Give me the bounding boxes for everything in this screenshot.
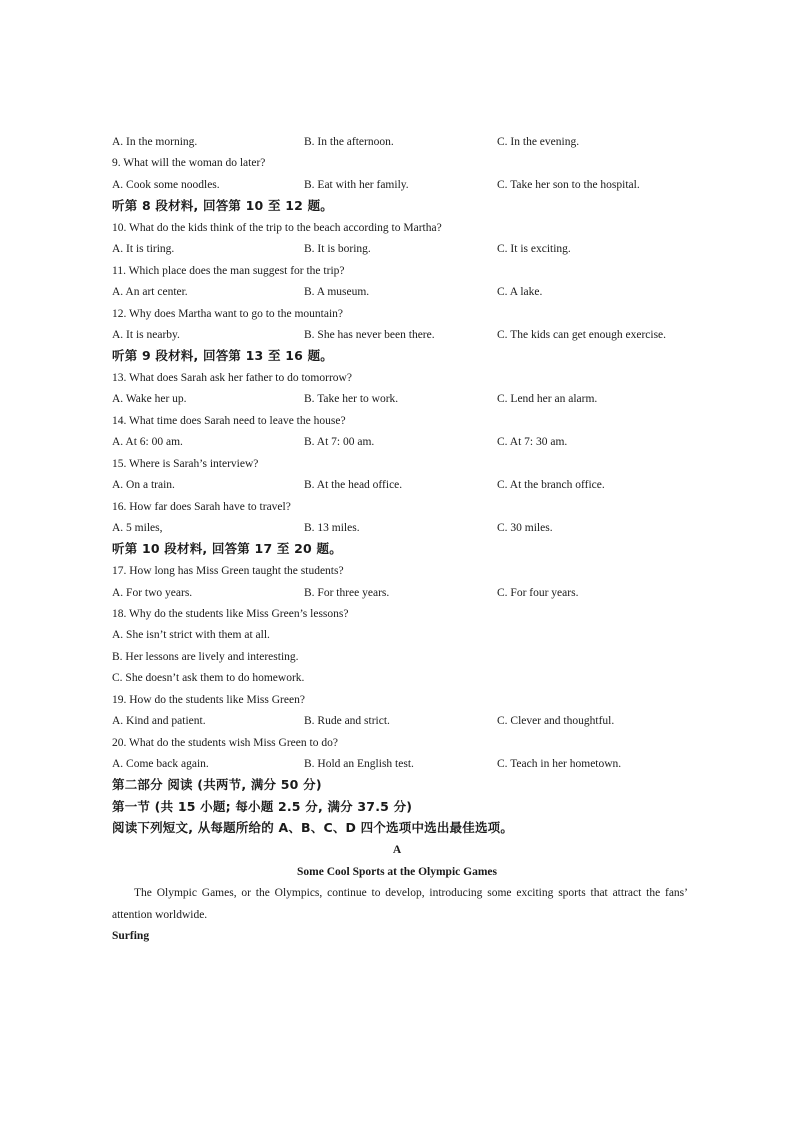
option-a: A. For two years. — [112, 587, 193, 599]
option-a: A. Kind and patient. — [112, 715, 206, 727]
question-16-stem: 16. How far does Sarah have to travel? — [112, 501, 291, 513]
option-c: C. Clever and thoughtful. — [497, 715, 615, 727]
question-18-option-b: B. Her lessons are lively and interesting. — [112, 651, 299, 663]
option-c: C. Lend her an alarm. — [497, 393, 598, 405]
option-a: A. An art center. — [112, 286, 188, 298]
question-18-option-c: C. She doesn’t ask them to do homework. — [112, 672, 305, 684]
option-b: B. In the afternoon. — [304, 136, 394, 148]
option-c: C. 30 miles. — [497, 522, 553, 534]
passage-title: Some Cool Sports at the Olympic Games — [297, 866, 497, 878]
option-c: C. In the evening. — [497, 136, 580, 148]
passage-paragraph: The Olympic Games, or the Olympics, continue to develop, introducing some exciting sports that attract the fans’ attention worldwide. — [112, 887, 688, 921]
option-a: A. In the morning. — [112, 136, 198, 148]
question-9-stem: 9. What will the woman do later? — [112, 157, 266, 169]
option-c: C. At the branch office. — [497, 479, 605, 491]
option-b: B. Take her to work. — [304, 393, 399, 405]
question-18-stem: 18. Why do the students like Miss Green’s lessons? — [112, 608, 349, 620]
option-c: C. Take her son to the hospital. — [497, 179, 640, 191]
question-15-stem: 15. Where is Sarah’s interview? — [112, 458, 259, 470]
part-2-heading: 第二部分 阅读 (共两节, 满分 50 分) — [112, 777, 322, 792]
option-c: C. It is exciting. — [497, 243, 571, 255]
question-20-stem: 20. What do the students wish Miss Green to do? — [112, 737, 338, 749]
section-8-heading: 听第 8 段材料, 回答第 10 至 12 题。 — [112, 198, 333, 213]
option-b: B. Rude and strict. — [304, 715, 390, 727]
option-b: B. For three years. — [304, 587, 390, 599]
option-a: A. It is nearby. — [112, 329, 180, 341]
option-a: A. 5 miles, — [112, 522, 163, 534]
section-10-heading: 听第 10 段材料, 回答第 17 至 20 题。 — [112, 541, 342, 556]
option-a: A. On a train. — [112, 479, 175, 491]
option-c: C. At 7: 30 am. — [497, 436, 568, 448]
question-10-stem: 10. What do the kids think of the trip to the beach according to Martha? — [112, 222, 442, 234]
passage-letter: A — [392, 844, 402, 856]
option-a: A. Come back again. — [112, 758, 209, 770]
question-11-stem: 11. Which place does the man suggest for the trip? — [112, 265, 345, 277]
option-c: C. For four years. — [497, 587, 579, 599]
question-19-stem: 19. How do the students like Miss Green? — [112, 694, 305, 706]
option-b: B. Eat with her family. — [304, 179, 409, 191]
option-b: B. It is boring. — [304, 243, 371, 255]
option-a: A. Cook some noodles. — [112, 179, 220, 191]
subheading-surfing: Surfing — [112, 930, 150, 942]
option-b: B. She has never been there. — [304, 329, 435, 341]
option-b: B. A museum. — [304, 286, 370, 298]
section-9-heading: 听第 9 段材料, 回答第 13 至 16 题。 — [112, 348, 333, 363]
question-14-stem: 14. What time does Sarah need to leave the house? — [112, 415, 346, 427]
part-2-section-1-heading: 第一节 (共 15 小题; 每小题 2.5 分, 满分 37.5 分) — [112, 799, 413, 814]
option-a: A. It is tiring. — [112, 243, 175, 255]
option-c: C. The kids can get enough exercise. — [497, 329, 667, 341]
option-b: B. 13 miles. — [304, 522, 360, 534]
question-18-option-a: A. She isn’t strict with them at all. — [112, 629, 270, 641]
question-12-stem: 12. Why does Martha want to go to the mountain? — [112, 308, 344, 320]
option-b: B. Hold an English test. — [304, 758, 414, 770]
question-17-stem: 17. How long has Miss Green taught the students? — [112, 565, 344, 577]
reading-instruction: 阅读下列短文, 从每题所给的 A、B、C、D 四个选项中选出最佳选项。 — [112, 820, 514, 835]
option-c: C. Teach in her hometown. — [497, 758, 622, 770]
option-c: C. A lake. — [497, 286, 543, 298]
option-b: B. At the head office. — [304, 479, 403, 491]
option-a: A. Wake her up. — [112, 393, 187, 405]
option-a: A. At 6: 00 am. — [112, 436, 183, 448]
question-13-stem: 13. What does Sarah ask her father to do tomorrow? — [112, 372, 352, 384]
option-b: B. At 7: 00 am. — [304, 436, 375, 448]
